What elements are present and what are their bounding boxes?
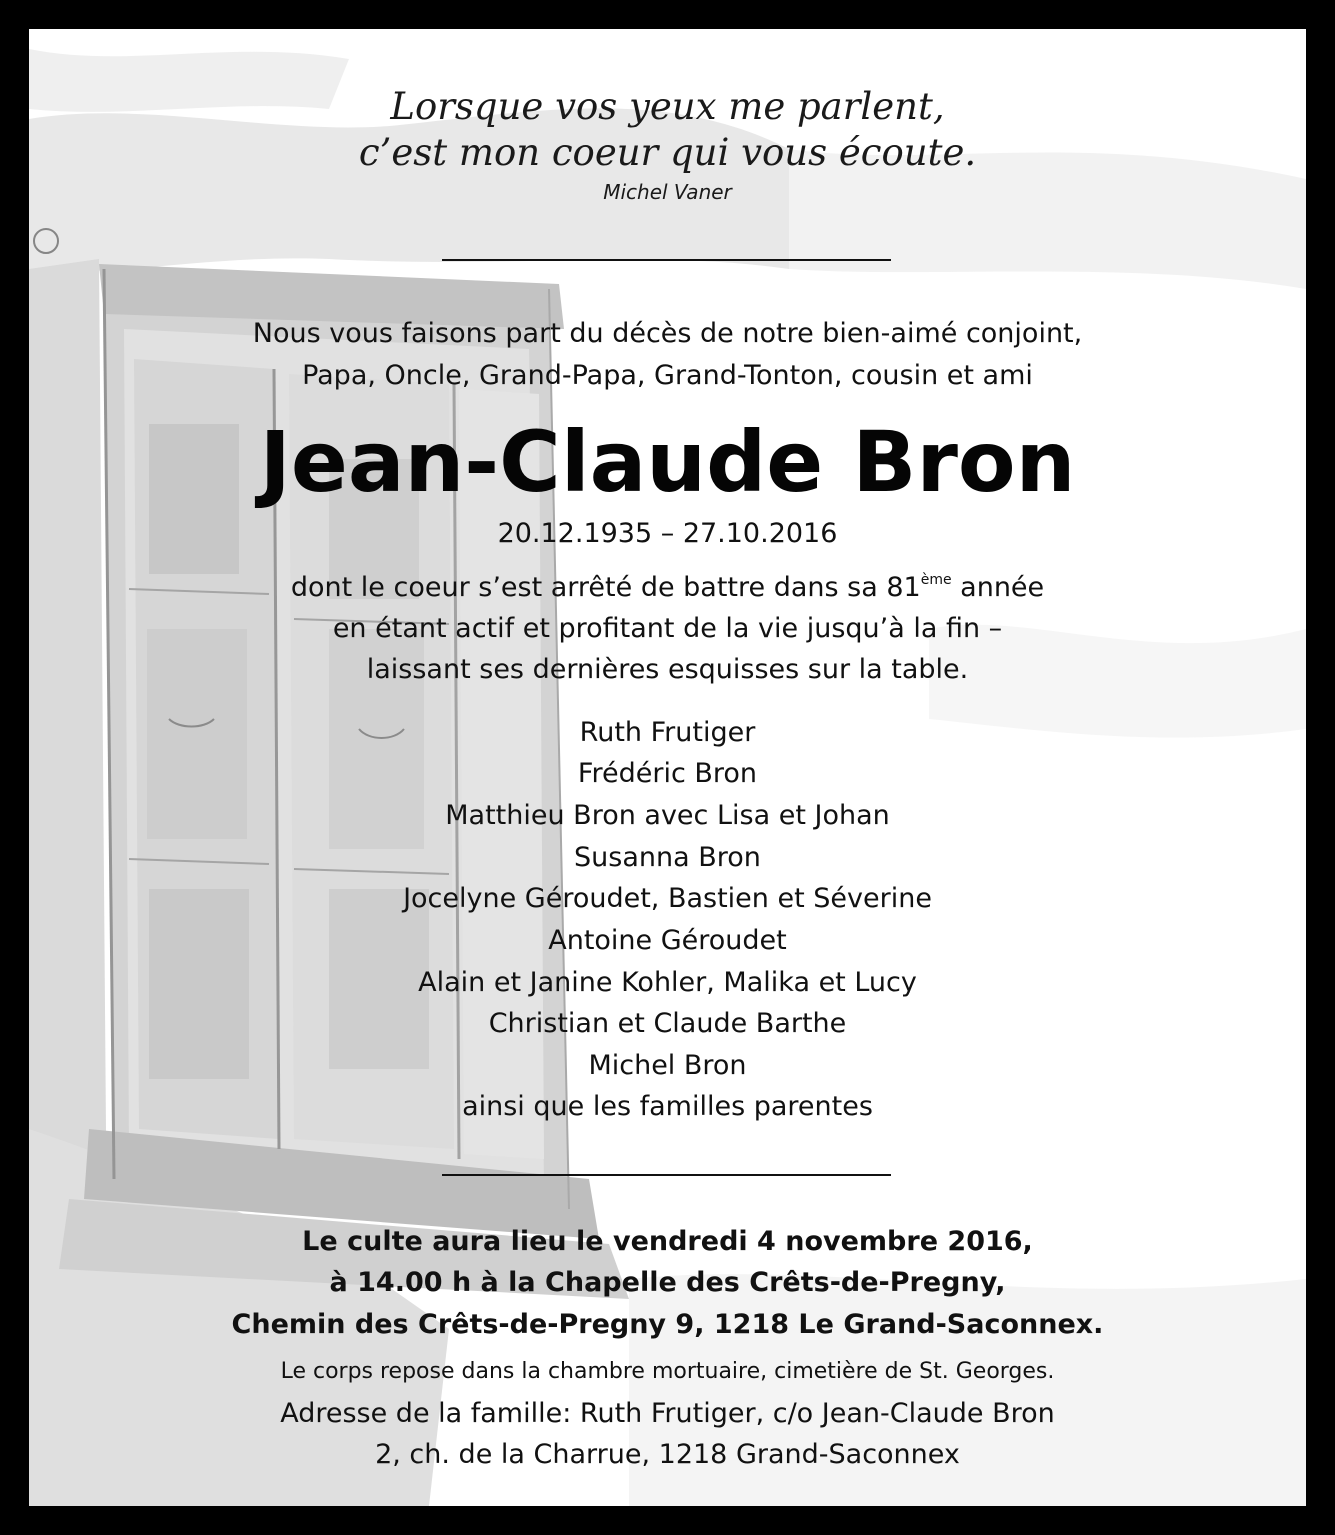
obituary-content (29, 29, 1306, 1506)
tribute-line-2: en étant actif et profitant de la vie jusqu’à la fin – (332, 613, 1003, 644)
repose-note: Le corps repose dans la chambre mortuaire, cimetière de St. Georges. (280, 1359, 1055, 1384)
epigraph-line-2: c’est mon coeur qui vous écoute. (358, 131, 977, 174)
family-member: ainsi que les familles parentes (462, 1091, 873, 1122)
family-address-line-1: Adresse de la famille: Ruth Frutiger, c/o Jean-Claude Bron (280, 1398, 1055, 1429)
announcement-line-2: Papa, Oncle, Grand-Papa, Grand-Tonton, cousin et ami (302, 360, 1033, 391)
service-line-3: Chemin des Crêts-de-Pregny 9, 1218 Le Grand-Saconnex. (231, 1309, 1104, 1340)
tribute-line-1-text: dont le coeur s’est arrêté de battre dans sa 81 (290, 572, 921, 603)
family-member: Antoine Géroudet (548, 925, 787, 956)
tribute-line-1-end: année (951, 572, 1045, 603)
announcement-line-1: Nous vous faisons part du décès de notre bien-aimé conjoint, (252, 318, 1083, 349)
family-member: Ruth Frutiger (579, 717, 756, 748)
divider-top (442, 259, 891, 261)
family-member: Frédéric Bron (577, 758, 758, 789)
service-line-2: à 14.00 h à la Chapelle des Crêts-de-Pregny, (329, 1267, 1006, 1298)
family-member: Christian et Claude Barthe (488, 1008, 847, 1039)
divider-bottom (442, 1174, 891, 1176)
family-member: Jocelyne Géroudet, Bastien et Séverine (403, 883, 932, 914)
service-line-1: Le culte aura lieu le vendredi 4 novembre 2016, (302, 1226, 1033, 1257)
family-address-line-2: 2, ch. de la Charrue, 1218 Grand-Saconnex (375, 1439, 960, 1470)
tribute-line-1 (29, 572, 1306, 603)
life-dates: 20.12.1935 – 27.10.2016 (497, 518, 838, 549)
tribute-line-3: laissant ses dernières esquisses sur la table. (366, 654, 969, 685)
family-member: Susanna Bron (574, 842, 761, 873)
family-member: Alain et Janine Kohler, Malika et Lucy (418, 967, 917, 998)
family-member: Matthieu Bron avec Lisa et Johan (445, 800, 890, 831)
ordinal-suffix: ème (920, 572, 952, 588)
epigraph-line-1: Lorsque vos yeux me parlent, (390, 85, 945, 128)
deceased-name: Jean-Claude Bron (259, 413, 1076, 511)
family-member: Michel Bron (588, 1050, 747, 1081)
epigraph-author: Michel Vaner (603, 180, 732, 204)
